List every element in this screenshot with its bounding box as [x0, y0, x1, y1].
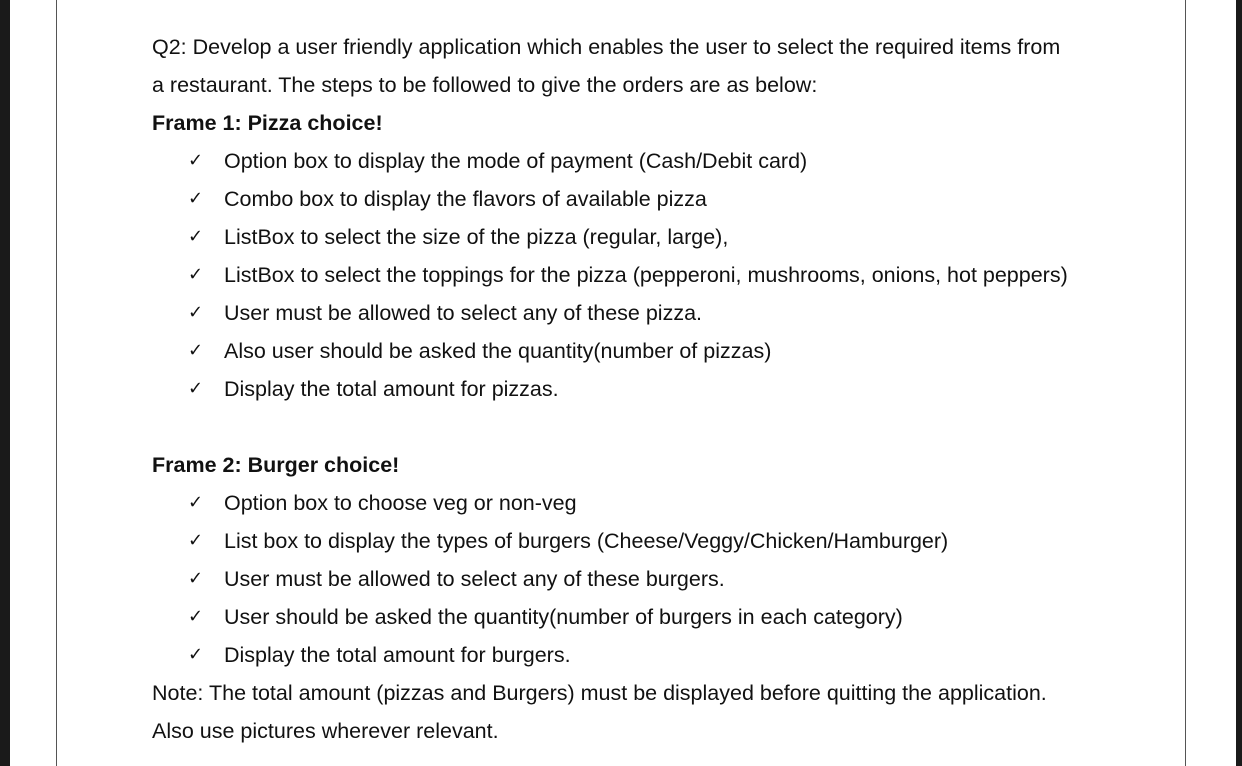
checkmark-icon: ✓: [188, 568, 204, 589]
question-line-1: Q2: Develop a user friendly application which enables the user to select the required items from: [152, 35, 1061, 59]
frame2-item: Option box to choose veg or non-veg: [224, 491, 577, 515]
frame2-heading: Frame 2: Burger choice!: [152, 453, 400, 477]
frame1-item: ListBox to select the toppings for the pizza (pepperoni, mushrooms, onions, hot peppers): [224, 263, 1068, 287]
checkmark-icon: ✓: [188, 530, 204, 551]
frame2-item: User should be asked the quantity(number of burgers in each category): [224, 605, 903, 629]
document-page: [10, 0, 1236, 766]
frame1-heading: Frame 1: Pizza choice!: [152, 111, 383, 135]
question-line-2: a restaurant. The steps to be followed to give the orders are as below:: [152, 73, 818, 97]
frame1-item: User must be allowed to select any of these pizza.: [224, 301, 703, 325]
checkmark-icon: ✓: [188, 264, 204, 285]
frame1-item: Also user should be asked the quantity(number of pizzas): [224, 339, 772, 363]
checkmark-icon: ✓: [188, 302, 204, 323]
checkmark-icon: ✓: [188, 378, 204, 399]
page-border-left: [56, 0, 57, 766]
checkmark-icon: ✓: [188, 606, 204, 627]
checkmark-icon: ✓: [188, 188, 204, 209]
checkmark-icon: ✓: [188, 150, 204, 171]
frame1-item: Option box to display the mode of payment (Cash/Debit card): [224, 149, 808, 173]
note-line-1: Note: The total amount (pizzas and Burgers) must be displayed before quitting the application.: [152, 681, 1047, 705]
frame1-item: Combo box to display the flavors of available pizza: [224, 187, 707, 211]
frame2-item: List box to display the types of burgers (Cheese/Veggy/Chicken/Hamburger): [224, 529, 949, 553]
checkmark-icon: ✓: [188, 644, 204, 665]
frame1-item: ListBox to select the size of the pizza (regular, large),: [224, 225, 729, 249]
page-border-right: [1185, 0, 1186, 766]
checkmark-icon: ✓: [188, 226, 204, 247]
frame2-item: Display the total amount for burgers.: [224, 643, 571, 667]
frame2-item: User must be allowed to select any of these burgers.: [224, 567, 725, 591]
checkmark-icon: ✓: [188, 492, 204, 513]
checkmark-icon: ✓: [188, 340, 204, 361]
frame1-item: Display the total amount for pizzas.: [224, 377, 559, 401]
note-line-2: Also use pictures wherever relevant.: [152, 719, 499, 743]
